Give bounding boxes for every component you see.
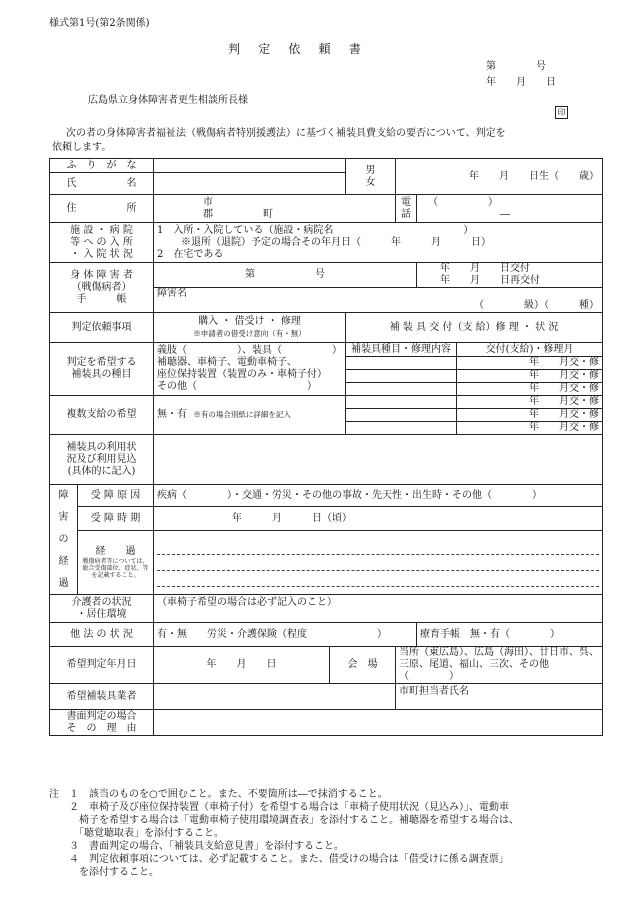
supply-item-column: 補装具種目・修理内容: [346, 343, 457, 357]
note-line: ３ 書面判定の場合、「補装具支給意見書」を添付すること。: [49, 841, 344, 852]
disability-name-field[interactable]: 障害名 （ 級）（ 種）: [154, 288, 603, 313]
supply-item-row[interactable]: [346, 396, 457, 409]
number-label: 第 号: [486, 61, 546, 72]
care-label: 介護者の状況 ・居住環境: [50, 595, 154, 623]
device-type-label: 判定を希望する 補装具の種目: [50, 343, 154, 396]
usage-field[interactable]: [154, 435, 603, 485]
name-label: 氏 名: [50, 173, 154, 195]
request-form-table: [49, 158, 603, 736]
time-field[interactable]: 年 月 日（頃）: [154, 507, 603, 531]
note-line: 「聴覚聴取表」を添付すること。: [49, 828, 224, 839]
supply-month-row[interactable]: 年 月交・修: [457, 396, 603, 409]
supply-month-row[interactable]: 年 月交・修: [457, 422, 603, 435]
course-label: 経 過 戦傷病者等については、総合受傷部位、症状、等を記載すること。: [78, 531, 154, 595]
facility-status-field[interactable]: 1 入所・入院している（施設・病院名 ） ※退所（退院）予定の場合その年月日（ 年 月 日） 2 在宅である: [154, 223, 603, 263]
supply-month-row[interactable]: 年 月交・修: [457, 383, 603, 396]
form-number: 様式第1号(第2条関係): [49, 18, 150, 29]
nurture-handbook-field[interactable]: 療育手帳 無・有（ ）: [417, 623, 603, 647]
document-title: 判 定 依 頼 書: [228, 42, 369, 56]
seal-mark: 印: [555, 106, 568, 119]
course-field[interactable]: [154, 531, 603, 595]
vendor-label: 希望補装具業者: [50, 684, 154, 710]
written-reason-label: 書面判定の場合 そ の 理 由: [50, 710, 154, 736]
time-label: 受 障 時 期: [78, 507, 154, 531]
disability-course-label: 障 害 の 経 過: [50, 485, 78, 595]
written-reason-field[interactable]: [154, 710, 603, 736]
note-line: ４ 判定依頼事項については、必ず記載すること。また、借受けの場合は「借受けに係る調査票」: [49, 854, 509, 865]
multi-supply-label: 複数支給の希望: [50, 396, 154, 435]
intro-line-1: 次の者の身体障害者福祉法（戦傷病者特別援護法）に基づく補装具費支給の要否について、判定を: [66, 128, 506, 139]
address-label: 住 所: [50, 195, 154, 223]
handbook-number-field[interactable]: 第 号: [154, 263, 417, 288]
supply-status-header: 補 装 具 交 付（支 給）修 理 ・ 状 況: [346, 313, 603, 343]
handbook-label: 身 体 障 害 者 （戦傷病者） 手 帳: [50, 263, 154, 313]
care-field[interactable]: （車椅子希望の場合は必ず記入のこと）: [154, 595, 603, 623]
staff-field[interactable]: 市町担当者氏名: [396, 684, 603, 710]
other-law-field[interactable]: 有・無 労災・介護保険（程度 ）: [154, 623, 417, 647]
device-type-field[interactable]: 義肢（ ）、装具（ ） 補聴器、車椅子、電動車椅子、 座位保持装置（装置のみ・車椅子付） その他（ ）: [154, 343, 346, 396]
desired-date-label: 希望判定年月日: [50, 647, 154, 684]
name-field[interactable]: [154, 173, 346, 195]
other-law-label: 他 法 の 状 況: [50, 623, 154, 647]
desired-date-field[interactable]: 年 月 日: [154, 647, 330, 684]
furigana-field[interactable]: [154, 159, 346, 173]
venue-field[interactable]: 当所（東広島）、広島（海田）、廿日市、呉、 三原、尾道、福山、三次、その他（ ）: [396, 647, 603, 684]
supply-month-row[interactable]: 年 月交・修: [457, 370, 603, 383]
birthdate-field[interactable]: 年 月 日生（ 歳）: [396, 159, 603, 195]
furigana-label: ふ り が な: [50, 159, 154, 173]
note-line: ２ 車椅子及び座位保持装置（車椅子付）を希望する場合は「車椅子使用状況（見込み）」、電動車: [49, 802, 509, 813]
supply-month-column: 交付(支給)・修理月: [457, 343, 603, 357]
request-item-label: 判定依頼事項: [50, 313, 154, 343]
phone-label: 電 話: [396, 195, 417, 223]
addressee: 広島県立身体障害者更生相談所長様: [88, 95, 248, 106]
supply-item-row[interactable]: [346, 357, 457, 370]
supply-month-row[interactable]: 年 月交・修: [457, 409, 603, 422]
cause-field[interactable]: 疾病（ ）・交通・労災・その他の事故・先天性・出生時・その他（ ）: [154, 485, 603, 507]
vendor-field[interactable]: [154, 684, 396, 710]
supply-item-row[interactable]: [346, 422, 457, 435]
supply-item-row[interactable]: [346, 409, 457, 422]
note-line: を添付すること。: [49, 867, 159, 878]
facility-label: 施 設 ・ 病 院 等 へ の 入 所 ・ 入 院 状 況: [50, 223, 154, 263]
venue-label: 会 場: [330, 647, 396, 684]
date-label: 年 月 日: [486, 77, 556, 88]
phone-field[interactable]: （ ） ―: [417, 195, 603, 223]
handbook-issue-field[interactable]: 年 月 日交付 年 月 日再交付: [417, 263, 603, 288]
usage-label: 補装具の利用状 況及び利用見込 (具体的に記入): [50, 435, 154, 485]
sex-cell[interactable]: 男 女: [346, 159, 396, 195]
multi-supply-field[interactable]: 無・有 ※有の場合別紙に詳細を記入: [154, 396, 346, 435]
notes-section: [49, 788, 609, 879]
note-line: 注 １ 該当のものを○で囲むこと。また、不要箇所は―で抹消すること。: [49, 789, 388, 800]
intro-line-2: 依頼します。: [52, 142, 112, 153]
address-field[interactable]: 市 郡 町: [154, 195, 396, 223]
cause-label: 受 障 原 因: [78, 485, 154, 507]
supply-item-row[interactable]: [346, 383, 457, 396]
note-line: 椅子を希望する場合は「電動車椅子使用環境調査表」を添付すること。補聴器を希望する場合は、: [49, 815, 519, 826]
supply-item-row[interactable]: [346, 370, 457, 383]
supply-month-row[interactable]: 年 月交・修: [457, 357, 603, 370]
request-item-field[interactable]: 購入 ・ 借受け ・ 修理 ※申請者の借受け意向（有・無）: [154, 313, 346, 343]
